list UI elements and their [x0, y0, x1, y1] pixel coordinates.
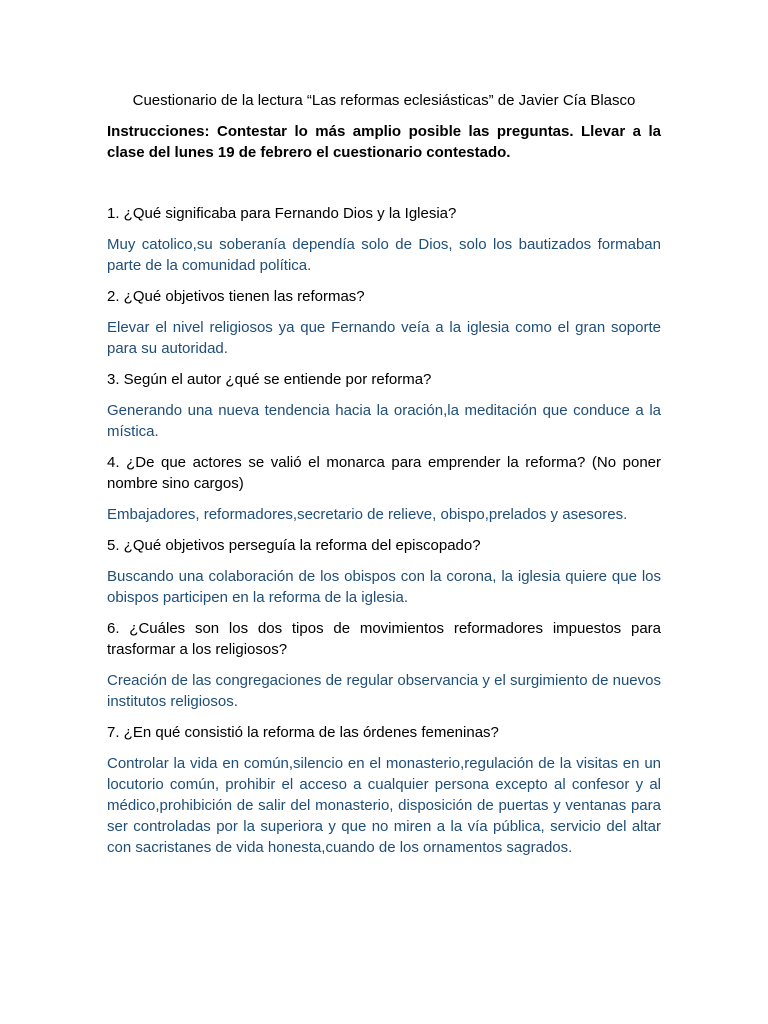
- question-1: 1. ¿Qué significaba para Fernando Dios y la Iglesia?: [107, 205, 457, 222]
- answer-2: Elevar el nivel religiosos ya que Fernando veía a la iglesia como el gran soporte para su autoridad.: [107, 319, 661, 357]
- answer-6: Creación de las congregaciones de regular observancia y el surgimiento de nuevos institutos religiosos.: [107, 672, 661, 710]
- answer-1: Muy catolico,su soberanía dependía solo de Dios, solo los bautizados formaban parte de la comunidad política.: [107, 236, 661, 274]
- answer-3: Generando una nueva tendencia hacia la oración,la meditación que conduce a la mística.: [107, 402, 661, 440]
- question-6: 6. ¿Cuáles son los dos tipos de movimientos reformadores impuestos para trasformar a los religiosos?: [107, 620, 661, 658]
- question-4: 4. ¿De que actores se valió el monarca para emprender la reforma? (No poner nombre sino cargos): [107, 454, 661, 492]
- question-7: 7. ¿En qué consistió la reforma de las órdenes femeninas?: [107, 724, 499, 741]
- question-2: 2. ¿Qué objetivos tienen las reformas?: [107, 288, 365, 305]
- question-3: 3. Según el autor ¿qué se entiende por reforma?: [107, 371, 432, 388]
- question-5: 5. ¿Qué objetivos perseguía la reforma del episcopado?: [107, 537, 481, 554]
- answer-4: Embajadores, reformadores,secretario de relieve, obispo,prelados y asesores.: [107, 506, 628, 523]
- answer-7: Controlar la vida en común,silencio en el monasterio,regulación de la visitas en un locutorio común, prohibir el acceso a cualquier persona excepto al confesor y al médico,prohibición de salir del monasterio, disposición de puertas y ventanas para ser controladas por la superiora y que no miren a la vía pública, servicio del altar con sacristanes de vida honesta,cuando de los ornamentos sagrados.: [107, 755, 661, 856]
- qa-list: [107, 203, 661, 868]
- document-title: Cuestionario de la lectura “Las reformas eclesiásticas” de Javier Cía Blasco: [132, 92, 636, 109]
- answer-5: Buscando una colaboración de los obispos con la corona, la iglesia quiere que los obispos participen en la reforma de la iglesia.: [107, 568, 661, 606]
- instructions-text: Instrucciones: Contestar lo más amplio posible las preguntas. Llevar a la clase del lunes 19 de febrero el cuestionario contestado.: [107, 123, 661, 161]
